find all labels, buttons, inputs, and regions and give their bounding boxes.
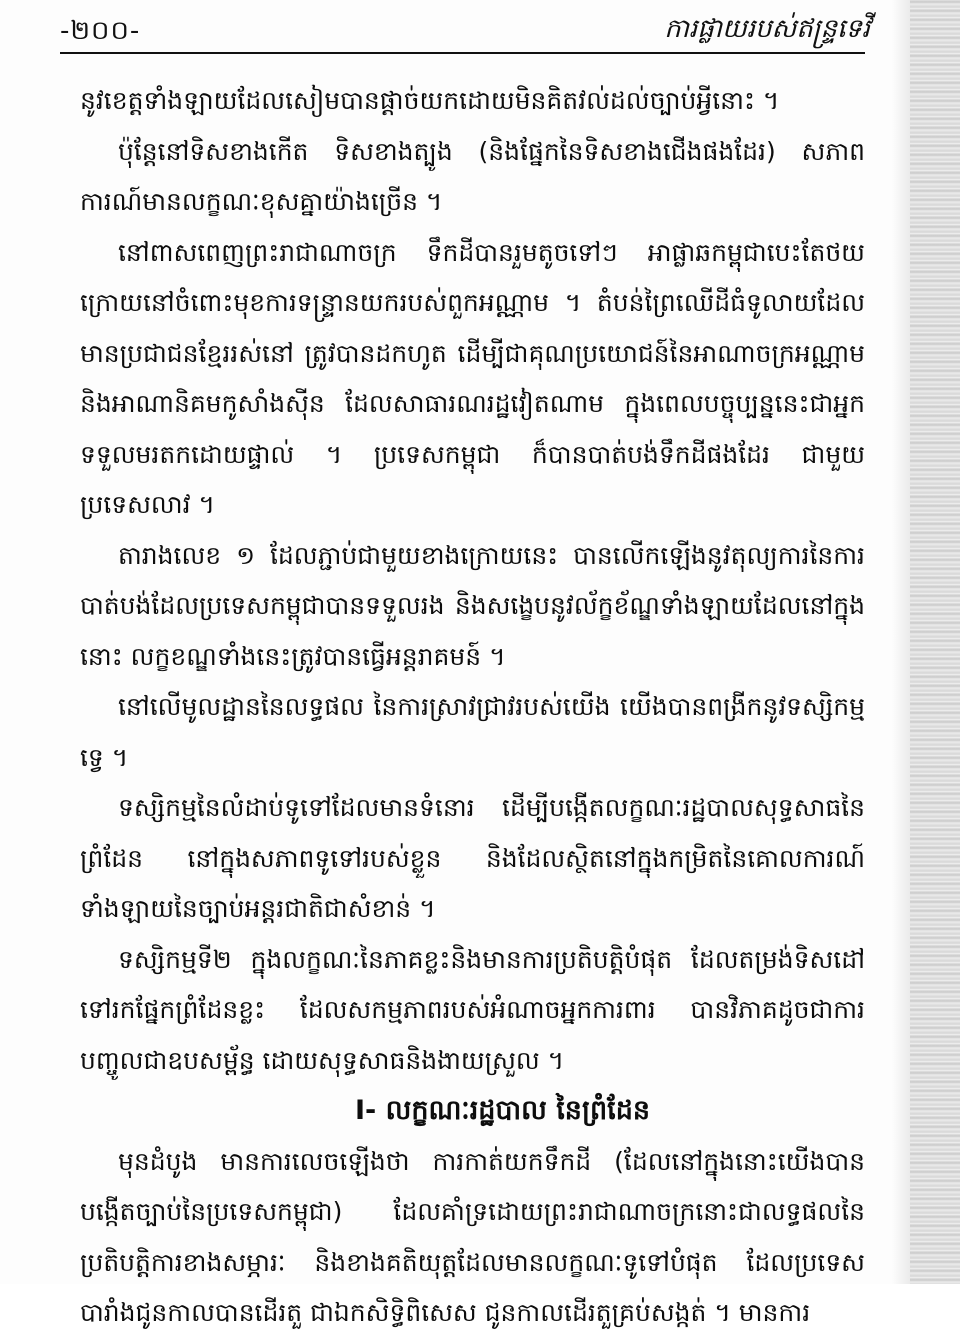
scan-edge-noise — [910, 0, 960, 1284]
paragraph: នៅលើមូលដ្ឋាននៃលទ្ធផល នៃការស្រាវជ្រាវរបស់យើង យើងបានពង្រីកនូវទស្សិកម្មទ្វេ ។ — [80, 692, 865, 772]
paragraph: នូវខេត្តទាំងឡាយដែលសៀមបានផ្ដាច់យកដោយមិនគិតវល់ដល់ច្បាប់អ្វីនោះ ។ — [80, 86, 780, 115]
paragraph: ទស្សិកម្មនៃលំដាប់ទូទៅដែលមានទំនោរ ដើម្បីបង្កើតលក្ខណៈរដ្ឋបាលសុទ្ធសាធនៃព្រំដែន នៅក្នុងសភាពទូទៅរបស់ខ្លួន និងដែលស្ថិតនៅក្នុងកម្រិតនៃគោលការណ៍ទាំងឡាយនៃច្បាប់អន្តរជាតិជាសំខាន់ ។ — [80, 793, 865, 923]
paragraph: តារាងលេខ ១ ដែលភ្ជាប់ជាមួយខាងក្រោយនេះ បានលើកឡើងនូវតុល្យការនៃការបាត់បង់ដែលប្រទេសកម្ពុជាបានទទួលរង និងសង្ខេបនូវល័ក្ខខ័ណ្ឌទាំងឡាយដែលនៅក្នុងនោះ លក្ខខណ្ឌទាំងនេះត្រូវបានធ្វើអន្តរាគមន៍ ។ — [80, 540, 865, 671]
header-rule — [60, 52, 865, 54]
body-text — [80, 76, 865, 1339]
running-title: ការផ្លាយរបស់ឥន្ទ្រទេវី — [664, 14, 870, 44]
section-heading: I- លក្ខណៈរដ្ឋបាល នៃព្រំដែន — [355, 1095, 650, 1126]
scan-shadow — [892, 0, 910, 1284]
page-header — [60, 8, 870, 52]
paragraph: ទស្សិកម្មទី២ ក្នុងលក្ខណៈនៃភាគខ្លះនិងមានការប្រតិបត្តិបំផុត ដែលតម្រង់ទិសដៅទៅរកផ្នែកព្រំដែនខ្លះ ដែលសកម្មភាពរបស់អំណាចអ្នកការពារ បានវិភាគដូចជាការបញ្ចូលជាឧបសម្ព័ន្ធ ដោយសុទ្ធសាធនិងងាយស្រួល ។ — [80, 944, 865, 1075]
paragraph: ប៉ុន្តែនៅទិសខាងកើត ទិសខាងត្បូង (និងផ្នែកនៃទិសខាងជើងផងដែរ) សភាពការណ៍មានលក្ខណៈខុសគ្នាយ៉ាងច្រើន ។ — [80, 136, 865, 216]
page-number: -២០០- — [60, 16, 141, 46]
paragraph: នៅពាសពេញព្រះរាជាណាចក្រ ទឹកដីបានរួមតូចទៅៗ អាផ្លាឆកម្ពុជាបេះតែថយក្រោយនៅចំពោះមុខការទន្ទ្រានយករបស់ពួកអណ្ណាម ។ តំបន់ព្រៃឈើដីធំទូលាយដែលមានប្រជាជនខ្មែររស់នៅ ត្រូវបានដកហូត ដើម្បីជាគុណប្រយោជន៍នៃអាណាចក្រអណ្ណាម និងអាណានិគមកូសាំងស៊ីន ដែលសាធារណរដ្ឋវៀតណាម ក្នុងពេលបច្ចុប្បន្ននេះជាអ្នកទទួលមរតកដោយផ្ទាល់ ។ ប្រទេសកម្ពុជា ក៏បានបាត់បង់ទឹកដីផងដែរ ជាមួយប្រទេសលាវ ។ — [80, 237, 865, 519]
section-paragraph: មុនដំបូង មានការលេចឡើងថា ការកាត់យកទឹកដី (ដែលនៅក្នុងនោះយើងបានបង្កើតច្បាប់នៃប្រទេសកម្ពុជា) ដែលគាំទ្រដោយព្រះរាជាណាចក្រនោះជាលទ្ធផលនៃប្រតិបត្តិការខាងសម្ភារៈ និងខាងគតិយុត្តដែលមានលក្ខណៈទូទៅបំផុត ដែលប្រទេសបារាំងជូនកាលបានដើរតួ ជាឯកសិទ្ធិពិសេស ជូនកាលដើរតួគ្រប់សង្កត់ ។ មានការ — [80, 1146, 865, 1327]
